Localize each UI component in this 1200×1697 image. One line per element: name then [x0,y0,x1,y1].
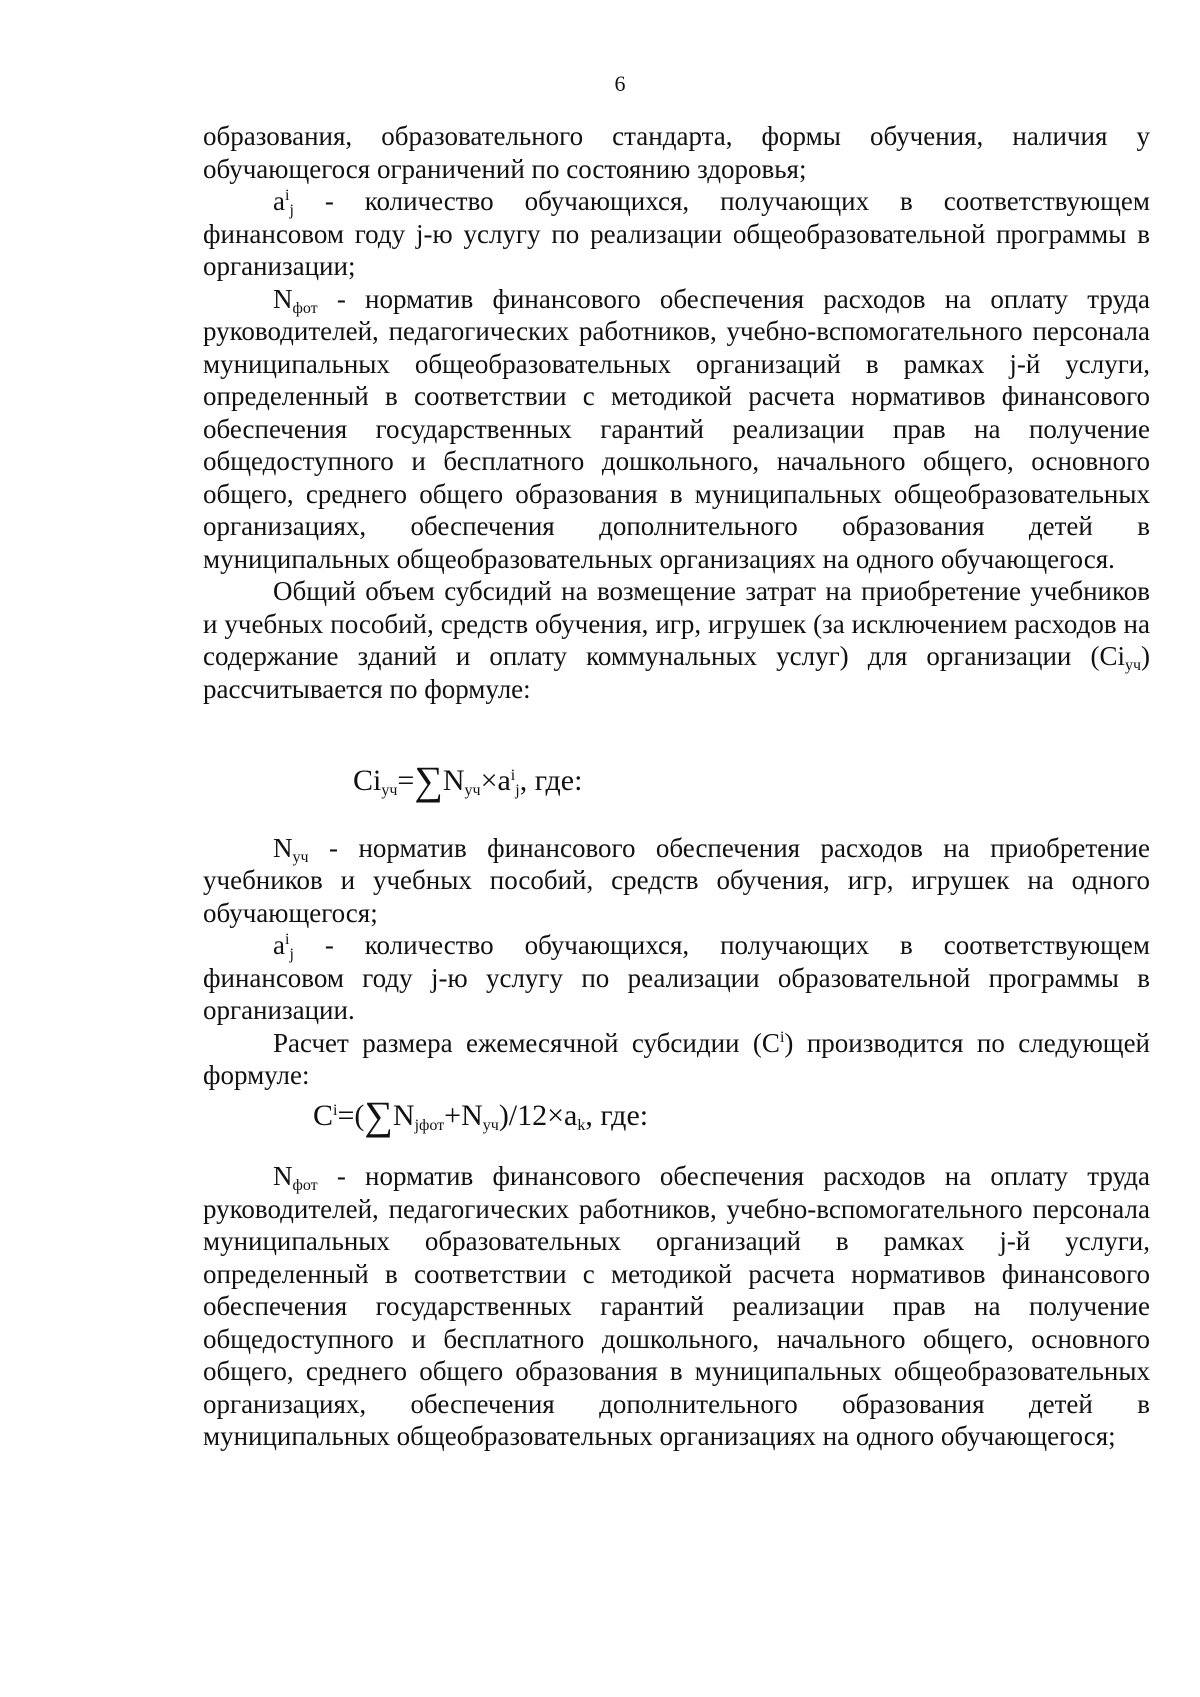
definition-n-fot-second [203,1160,1150,1453]
definition-text: - норматив финансового обеспечения расходов на приобретение учебников и учебных пособий, средств обучения, игр, игрушек на одного обучающегося; [203,832,1150,928]
symbol-n: N [273,1161,293,1191]
symbol-a: a [273,186,285,216]
paragraph-text: Общий объем субсидий на возмещение затрат на приобретение учебников и учебных пособий, средств обучения, игр, игрушек (за исключением расходов на содержание зданий и оплату коммунальных услуг) для организации (Ci [203,576,1150,671]
formula-ci-uch [203,758,1150,803]
formula-div: )/12×a [498,1098,578,1132]
paragraph-text: Расчет размера ежемесячной субсидии (C [273,1027,780,1058]
definition-text: - норматив финансового обеспечения расходов на оплату труда руководителей, педагогических работников, учебно-вспомогательного персонала муниципальных общеобразовательных организаций в рамках j-й услуги, определенный в соответствии с методикой расчета нормативов финансового обеспечения государственных гарантий реализации прав на получение общедоступного и бесплатного дошкольного, начального общего, основного общего, среднего общего образования в муниципальных общеобразовательных организациях, обеспечения дополнительного образования детей в муниципальных общеобразовательных организациях на одного обучающегося. [203,283,1150,574]
page-number: 6 [614,71,626,96]
symbol-subscript: фот [292,299,318,317]
formula-tail: , где: [519,764,583,797]
formula-ci-monthly [203,1092,1150,1138]
formula-subscript: jфот [414,1116,445,1134]
symbol-superscript: i [284,187,290,204]
symbol-subscript: фот [292,1177,318,1194]
symbol-subscript: уч [292,848,309,866]
symbol-subscript: уч [1124,657,1141,674]
definition-a-ij-second [203,929,1150,1027]
definition-a-ij-first [203,185,1150,283]
symbol-a: a [273,930,285,960]
document-body [203,120,1150,1453]
symbol-subscript: j [289,946,294,963]
definition-text: - норматив финансового обеспечения расходов на оплату труда руководителей, педагогических работников, учебно-вспомогательного персонала муниципальных образовательных организаций в рамках j-й услуги, определенный в соответствии с методикой расчета нормативов финансового обеспечения государственных гарантий реализации прав на получение общедоступного и бесплатного дошкольного, начального общего, основного общего, среднего общего образования в муниципальных общеобразовательных организациях, обеспечения дополнительного образования детей в муниципальных общеобразовательных организациях на одного обучающегося; [203,1161,1150,1451]
formula-tail: , где: [585,1098,649,1132]
symbol-superscript: i [284,931,290,948]
formula-eq: = [397,764,415,797]
formula-subscript: уч [482,1116,499,1134]
formula-superscript: i [510,767,516,784]
definition-text: - количество обучающихся, получающих в соответствующем финансовом году j-ю услугу по реализации образовательной программы в организации. [203,930,1150,1025]
symbol-superscript: i [779,1028,785,1046]
symbol-n: N [273,283,293,314]
definition-n-fot-first [203,283,1150,576]
paragraph-total-subsidy [203,575,1150,705]
formula-subscript: уч [464,782,481,799]
formula-superscript: i [333,1101,338,1119]
paragraph-text: ) рассчитывается по формуле: [203,641,1150,704]
formula-n: N [392,1098,415,1132]
formula-lhs: C [313,1098,334,1132]
formula-times: ×a [480,764,511,797]
sigma-icon: ∑ [414,758,443,803]
symbol-n: N [273,832,293,863]
formula-plus: +N [444,1098,483,1132]
sigma-icon: ∑ [364,1092,393,1138]
formula-subscript: j [515,782,520,799]
formula-n: N [442,764,465,797]
definition-n-uch [203,832,1150,930]
symbol-subscript: j [289,202,294,219]
formula-subscript: уч [381,782,398,799]
paragraph-monthly-subsidy [203,1027,1150,1092]
paragraph-continuation: образования, образовательного стандарта, формы обучения, наличия у обучающегося ограничений по состоянию здоровья; [203,121,1150,184]
formula-eq: =( [337,1098,365,1132]
formula-subscript: k [577,1116,586,1134]
definition-text: - количество обучающихся, получающих в соответствующем финансовом году j-ю услугу по реализации общеобразовательной программы в организации; [203,186,1150,281]
formula-lhs: Ci [353,764,382,797]
paragraph-text: ) производится по следующей формуле: [203,1027,1150,1090]
